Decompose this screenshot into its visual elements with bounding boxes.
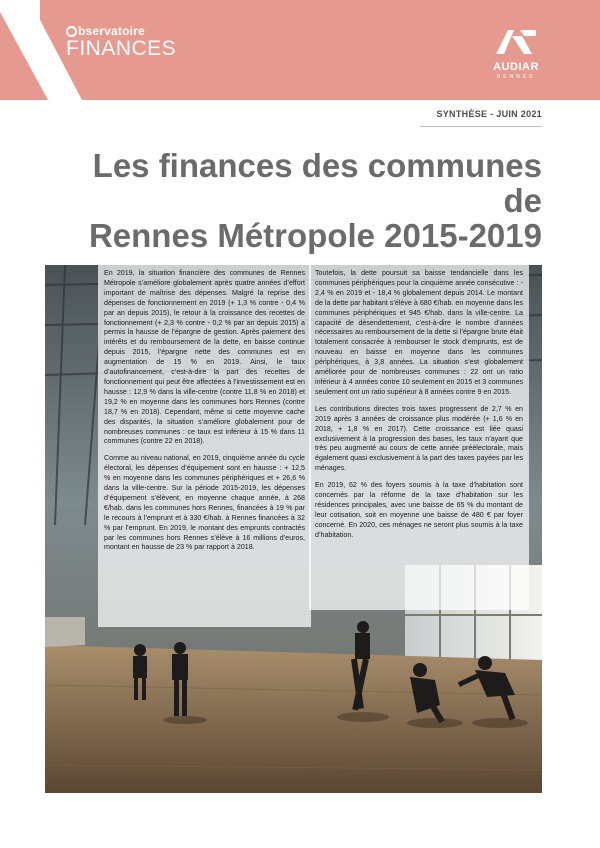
finances-label: FINANCES <box>66 37 177 60</box>
paragraph: En 2019, la situation financière des communes de Rennes Métropole s’améliore globalement après quatre années d’effort important de maîtrise des dépenses. Malgré la reprise des dépenses de fonctionnement en 2019 (+ 1,3 % contre - 0,4 % par an depuis 2015), le retour à la croissance des recettes de fonctionnement (+ 2,3 % contre - 0,2 % par an depuis 2015) a permis la hausse de l’épargne de gestion. Après paiement des intérêts et du remboursement de la dette, en baisse continue depuis 2015, l’épargne nette des communes est en augmentation de 15 % en 2019. Ainsi, le taux d’autofinancement, c’est-à-dire la part des recettes de fonctionnement qui peut être affectées à l’investissement est en hausse : 12,9 % dans la ville-centre (contre 11,8 % en 2018) et 19,2 % en moyenne dans les communes hors Rennes (contre 18,7 % en 2018). Cependant, même si cette moyenne cache des disparités, la situation s’améliore globalement pour de nombreuses communes : ce taux est inférieur à 15 % dans 11 communes (contre 22 en 2018). <box>104 269 305 446</box>
page-title <box>62 148 542 253</box>
observatoire-logo <box>66 24 176 60</box>
audiar-sub-label: RENNES <box>496 74 536 80</box>
text-column-right <box>315 269 523 548</box>
gym-photo <box>45 265 542 793</box>
audiar-label: AUDIAR <box>493 61 539 73</box>
audiar-mark-icon <box>492 28 540 54</box>
divider <box>420 126 542 127</box>
paragraph: En 2019, 62 % des foyers soumis à la taxe d’habitation sont concernés par la réforme de la taxe d’habitation sur les résidences principales, avec une baisse de 65 % du montant de leur cotisation, soit en moyenne une baisse de 480 € par foyer concerné. En 2020, ces ménages ne seront plus soumis à la taxe d’habitation. <box>315 481 523 539</box>
paragraph: Comme au niveau national, en 2019, cinquième année du cycle électoral, les dépenses d’équipement sont en hausse : + 12,5 % en moyenne dans les communes périphériques et + 26,6 % dans la ville-centre. Sur la période 2015-2019, les dépenses d’équipement s’élèvent, en moyenne chaque année, à 268 €/hab. dans les communes hors Rennes, financées à 19 % par le recours à l’emprunt et à 330 €/hab. à Rennes financées à 32 % par l’emprunt. En 2019, le montant des emprunts contractés par les communes hors Rennes s’élève à 16 millions d’euros, montant en hausse de 23 % par rapport à 2018. <box>104 454 305 552</box>
circle-o-icon <box>66 26 77 37</box>
paragraph: Toutefois, la dette poursuit sa baisse tendancielle dans les communes périphériques pour la cinquième année consécutive : - 2,4 % en 2019 et - 18,4 % globalement depuis 2014. Le montant de la dette par habitant s’élève à 680 €/hab. en moyenne dans les communes périphériques et 945 €/hab. dans la ville-centre. La capacité de désendettement, c’est-à-dire le nombre d’années nécessaires au remboursement de la dette si l’épargne brute était totalement consacrée à rembourser le stock d’emprunts, est de nouveau en baisse en moyenne dans les communes périphériques, à 3,8 années. La situation s’est globalement améliorée pour de nombreuses communes : 22 ont un ratio inférieur à 4 années contre 10 seulement en 2015 et 3 communes seulement ont un ratio supérieur à 8 années contre 9 en 2015. <box>315 269 523 396</box>
text-column-left <box>104 269 305 560</box>
title-line-2: Rennes Métropole 2015-2019 <box>88 217 542 254</box>
synthese-date: SYNTHÈSE - JUIN 2021 <box>436 109 542 119</box>
paragraph: Les contributions directes trois taxes progressent de 2,7 % en 2019 après 3 années de croissance plus modérée (+ 1,6 % en 2018, + 1,8 % en 2017). Cette croissance est liée quasi exclusivement à la progression des bases, les taux n’ayant que très peu augmenté au cours de cette année préélectorale, mais également quasi exclusivement à la part des taxes payées par les ménages. <box>315 404 523 473</box>
title-line-1: Les finances des communes de <box>92 147 542 219</box>
audiar-logo <box>485 28 547 80</box>
header-band <box>0 0 600 100</box>
observatoire-label: bservatoire <box>78 24 145 38</box>
